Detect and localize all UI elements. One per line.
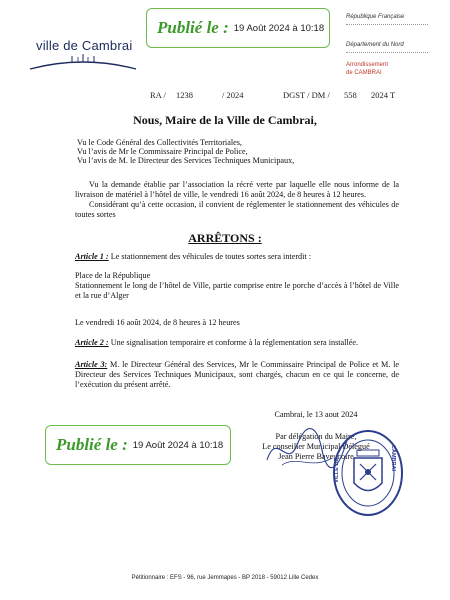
city-seal-icon [330, 428, 406, 518]
arretons-heading: ARRÊTONS : [188, 231, 262, 245]
published-stamp-top [146, 8, 330, 48]
preamble-request: Vu la demande établie par l’association la récré verte par laquelle elle nous informe de la livraison de matériel à l’hôtel de ville, le vendredi 16 août 2024, de 8 heures à 12 heures. [75, 180, 399, 199]
consideration-line: Vu le Code Général des Collectivités Territoriales, [77, 138, 242, 147]
ref-ra-year: / 2024 [222, 90, 244, 100]
footer-petitioner: Pétitionnaire : EFS - 96, rue Jemmapes - BP 2018 - 59012 Lille Cedex [131, 575, 319, 581]
consideration-line: Vu l’avis de M. le Directeur des Services Techniques Municipaux, [77, 156, 295, 165]
article-1-label: Article 1 : [75, 252, 109, 261]
article-2-label: Article 2 : [75, 338, 109, 347]
ref-ra-number: 1238 [176, 90, 193, 100]
preamble-considering: Considérant qu’à cette occasion, il convient de réglementer le stationnement des véhicules de toutes sortes [75, 200, 399, 219]
city-logo-text: ville de Cambrai [36, 38, 133, 53]
article-1-detail: Stationnement le long de l’hôtel de Ville, partie comprise entre le porche d’accès à l’hôtel de Ville et la rue d’Alger [75, 281, 399, 300]
divider [346, 52, 428, 53]
published-label: Publié le : [56, 435, 128, 454]
article-3-text: M. le Directeur Général des Services, Mr le Commissaire Principal de Police et M. le Directeur des Services Techniques Municipaux, sont chargés, chacun en ce qui le concerne, de l’exécution du présent arrêté. [75, 360, 400, 389]
seal-text-right: CAMBRAI [390, 445, 396, 471]
arrondissement-city: de CAMBRAI [346, 70, 382, 76]
ref-service: DGST / DM / [283, 90, 330, 100]
consideration-line: Vu l’avis de Mr le Commissaire Principal de Police, [77, 147, 248, 156]
department-label: Département du Nord [346, 42, 404, 48]
article-1-when: Le vendredi 16 août 2024, de 8 heures à 12 heures [75, 318, 240, 327]
article-3-label: Article 3: [75, 360, 108, 369]
article-2-text: Une signalisation temporaire et conforme à la réglementation sera installée. [110, 338, 359, 347]
republic-label: République Française [346, 14, 405, 20]
ref-service-number: 558 [344, 90, 357, 100]
published-date: 19 Août 2024 à 10:18 [132, 439, 224, 451]
ref-ra-label: RA / [150, 90, 166, 100]
decree-title: Nous, Maire de la Ville de Cambrai, [133, 113, 317, 127]
published-label: Publié le : [157, 18, 229, 37]
city-logo-icon [28, 53, 138, 73]
article-1-place: Place de la République [75, 271, 151, 280]
divider [346, 24, 428, 25]
signature-role: Le conseiller Municipal Délégué [262, 442, 370, 451]
article-3 [75, 360, 399, 390]
published-stamp-bottom [45, 425, 231, 465]
signature-name: Jean Pierre Baveucoire [278, 452, 354, 461]
article-1-text: Le stationnement des véhicules de toutes sortes sera interdit : [110, 252, 312, 261]
signature-delegation: Par délégation du Maire, [275, 432, 357, 441]
arrondissement-label: Arrondissement [346, 62, 389, 68]
published-date: 19 Août 2024 à 10:18 [233, 22, 325, 34]
article-1 [75, 252, 399, 262]
signature-place-date: Cambrai, le 13 aout 2024 [274, 410, 358, 419]
ref-service-code: 2024 T [371, 90, 396, 100]
seal-text-left: VILLE DE [334, 458, 340, 483]
article-2 [75, 338, 399, 348]
